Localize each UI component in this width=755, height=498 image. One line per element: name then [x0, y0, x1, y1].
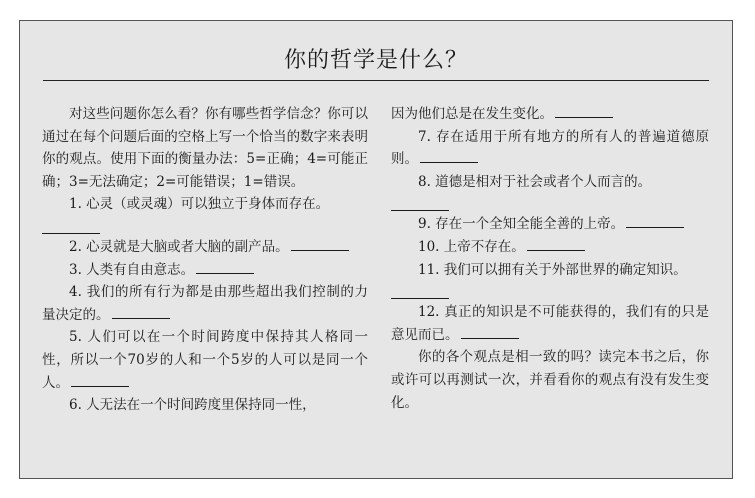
- question-text: 6. 人无法在一个时间跨度里保持同一性，: [69, 397, 316, 414]
- answer-blank-2[interactable]: [291, 249, 349, 251]
- intro-text: 对这些问题你怎么看？你有哪些哲学信念？你可以通过在每个问题后面的空格上写一个恰当的数字来表明你的观点。使用下面的衡量办法：: [42, 106, 368, 168]
- answer-blank-9[interactable]: [626, 226, 684, 228]
- question-text: 12. 真正的知识是不可能获得的，我们有的只是意见而已。: [391, 304, 709, 343]
- question-text: 10. 上帝不存在。: [418, 238, 525, 255]
- answer-blank-3[interactable]: [196, 272, 254, 274]
- closing-paragraph: 你的各个观点是相一致的吗？读完本书之后，你或许可以再测试一次，并看看你的观点有没有发生变化。: [391, 349, 709, 411]
- question-4: [42, 281, 368, 326]
- question-10: [391, 236, 709, 259]
- answer-blank-7[interactable]: [420, 161, 478, 163]
- title-divider: [43, 80, 709, 81]
- question-text: 因为他们总是在发生变化。: [391, 106, 553, 122]
- intro-paragraph: [42, 103, 368, 193]
- question-text: 8. 道德是相对于社会或者个人而言的。: [418, 173, 652, 190]
- question-9: [391, 213, 709, 236]
- question-text: 7. 存在适用于所有地方的所有人的普遍道德原则。: [391, 128, 709, 168]
- question-12: [391, 301, 709, 346]
- answer-blank-5[interactable]: [71, 385, 129, 387]
- answer-blank-1[interactable]: [42, 232, 100, 234]
- scale-text: 5=正确；4=可能正确；3=无法确定；2=可能错误；1=错误。: [42, 151, 368, 190]
- answer-blank-10[interactable]: [527, 249, 585, 251]
- answer-blank-6[interactable]: [555, 116, 613, 118]
- question-1: [42, 193, 368, 234]
- question-text: 3. 人类有自由意志。: [69, 261, 195, 278]
- philosophy-quiz-box: [19, 20, 733, 479]
- answer-blank-12[interactable]: [461, 337, 519, 339]
- question-text: 5. 人们可以在一个时间跨度中保持其人格同一性，所以一个70岁的人和一个5岁的人可以是同一个人。: [42, 329, 368, 391]
- question-text: 2. 心灵就是大脑或者大脑的副产品。: [69, 238, 289, 255]
- right-column: [391, 103, 709, 414]
- question-11: [391, 259, 709, 300]
- question-2: [42, 236, 368, 259]
- left-column: [42, 103, 368, 417]
- question-6-start: [42, 394, 368, 417]
- question-8: [391, 171, 709, 212]
- page-title: 你的哲学是什么？: [283, 48, 468, 73]
- answer-blank-8[interactable]: [391, 209, 449, 211]
- question-text: 1. 心灵（或灵魂）可以独立于身体而存在。: [69, 196, 330, 213]
- question-7: [391, 126, 709, 171]
- question-text: 11. 我们可以拥有关于外部世界的确定知识。: [418, 261, 687, 278]
- question-6-end: [391, 103, 709, 126]
- question-text: 9. 存在一个全知全能全善的上帝。: [418, 216, 625, 233]
- question-3: [42, 259, 368, 282]
- answer-blank-11[interactable]: [391, 297, 449, 299]
- question-5: [42, 326, 368, 394]
- answer-blank-4[interactable]: [112, 317, 170, 319]
- question-text: 4. 我们的所有行为都是由那些超出我们控制的力量决定的。: [42, 284, 368, 323]
